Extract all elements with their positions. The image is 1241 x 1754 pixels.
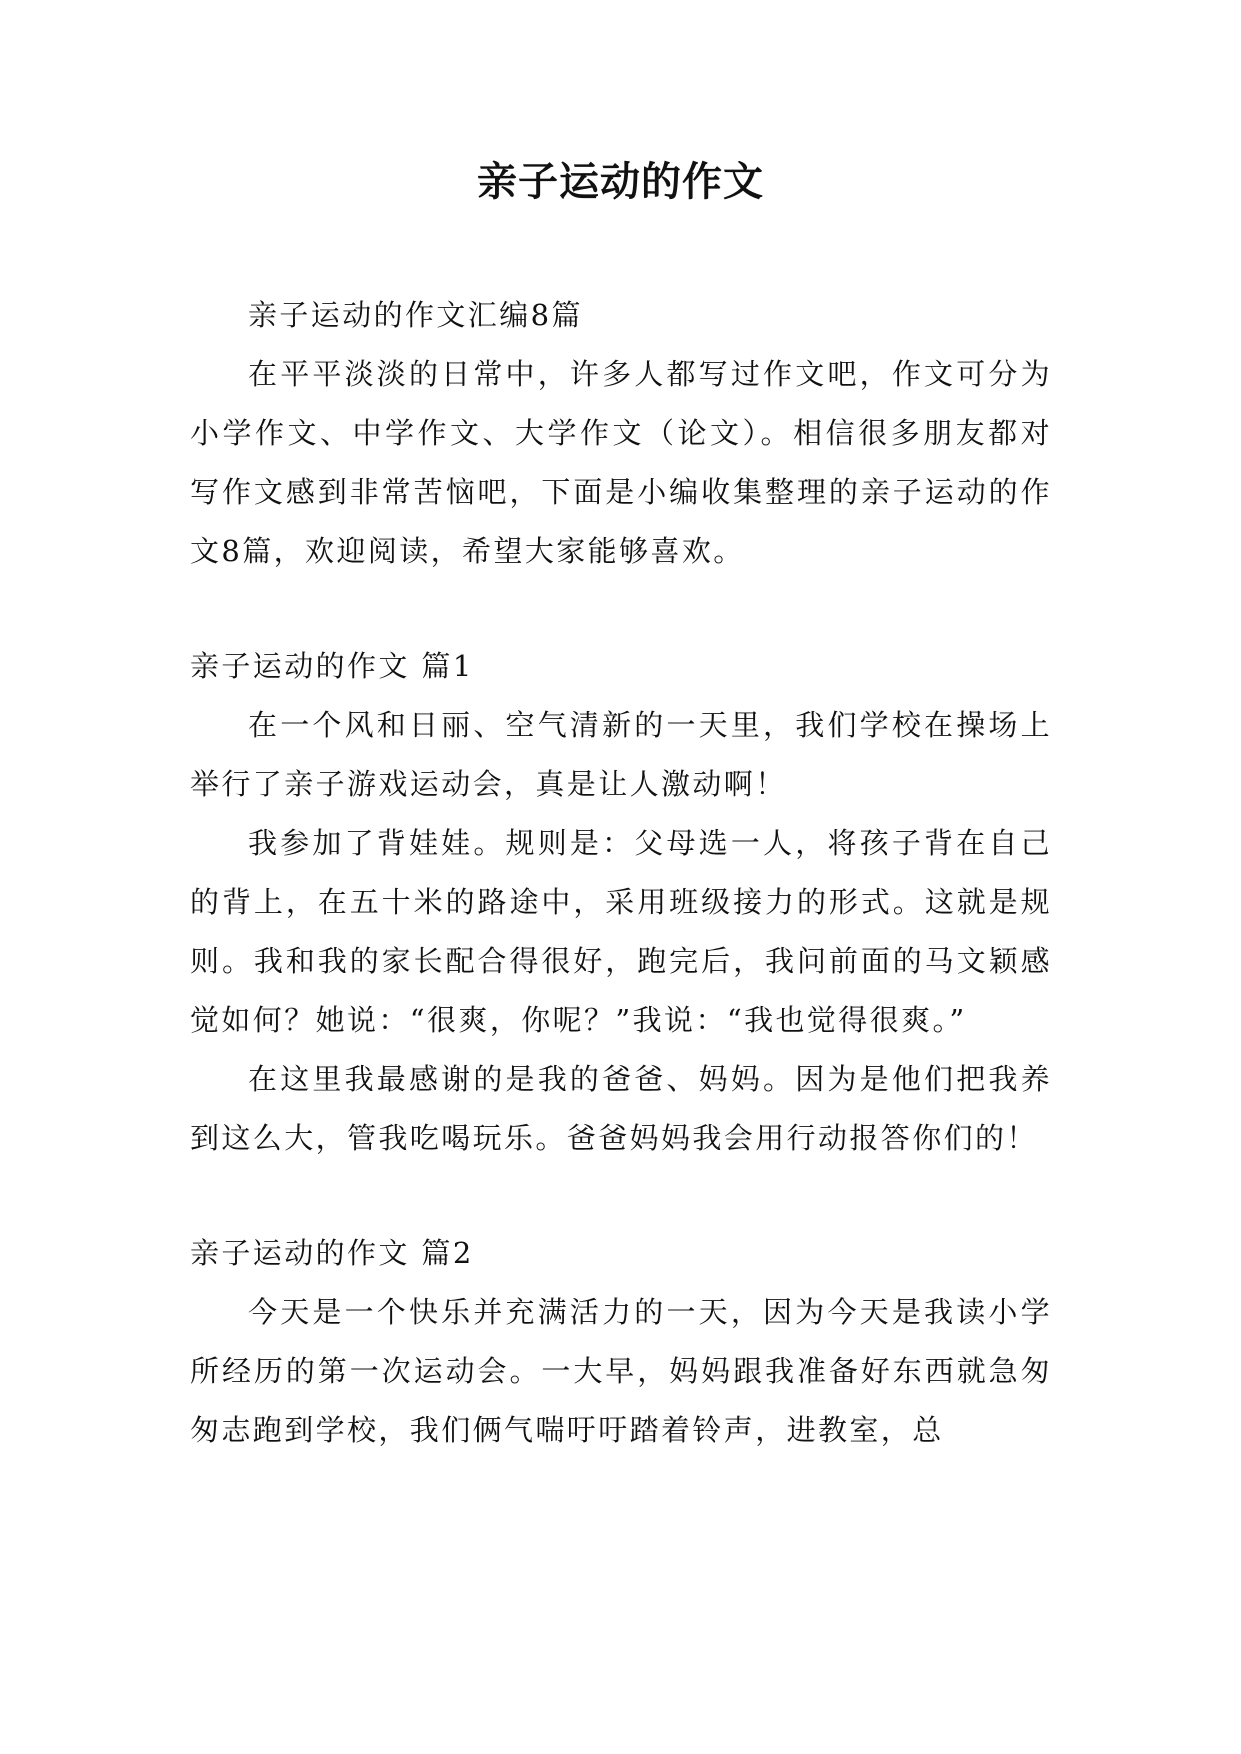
section-2 bbox=[190, 1224, 1052, 1460]
document-body bbox=[190, 286, 1052, 1460]
section-gap bbox=[190, 581, 1052, 637]
document-title: 亲子运动的作文 bbox=[477, 158, 764, 205]
section-gap bbox=[190, 1168, 1052, 1224]
intro-paragraph: 在平平淡淡的日常中，许多人都写过作文吧，作文可分为小学作文、中学作文、大学作文（论文）。相信很多朋友都对写作文感到非常苦恼吧，下面是小编收集整理的亲子运动的作文8篇，欢迎阅读，希望大家能够喜欢。 bbox=[190, 357, 1052, 568]
section-heading: 亲子运动的作文 篇1 bbox=[190, 649, 474, 683]
section-1 bbox=[190, 637, 1052, 1168]
section-heading: 亲子运动的作文 篇2 bbox=[190, 1236, 474, 1270]
section-paragraph: 今天是一个快乐并充满活力的一天，因为今天是我读小学所经历的第一次运动会。一大早，妈妈跟我准备好东西就急匆匆志跑到学校，我们俩气喘吁吁踏着铃声，进教室，总 bbox=[190, 1295, 1052, 1447]
section-paragraph: 我参加了背娃娃。规则是：父母选一人，将孩子背在自己的背上，在五十米的路途中，采用班级接力的形式。这就是规则。我和我的家长配合得很好，跑完后，我问前面的马文颖感觉如何？她说：“很爽，你呢？”我说：“我也觉得很爽。” bbox=[190, 826, 1052, 1037]
section-paragraph: 在这里我最感谢的是我的爸爸、妈妈。因为是他们把我养到这么大，管我吃喝玩乐。爸爸妈妈我会用行动报答你们的！ bbox=[190, 1062, 1052, 1155]
section-paragraph: 在一个风和日丽、空气清新的一天里，我们学校在操场上举行了亲子游戏运动会，真是让人激动啊！ bbox=[190, 708, 1052, 801]
document-subtitle: 亲子运动的作文汇编8篇 bbox=[248, 298, 583, 332]
